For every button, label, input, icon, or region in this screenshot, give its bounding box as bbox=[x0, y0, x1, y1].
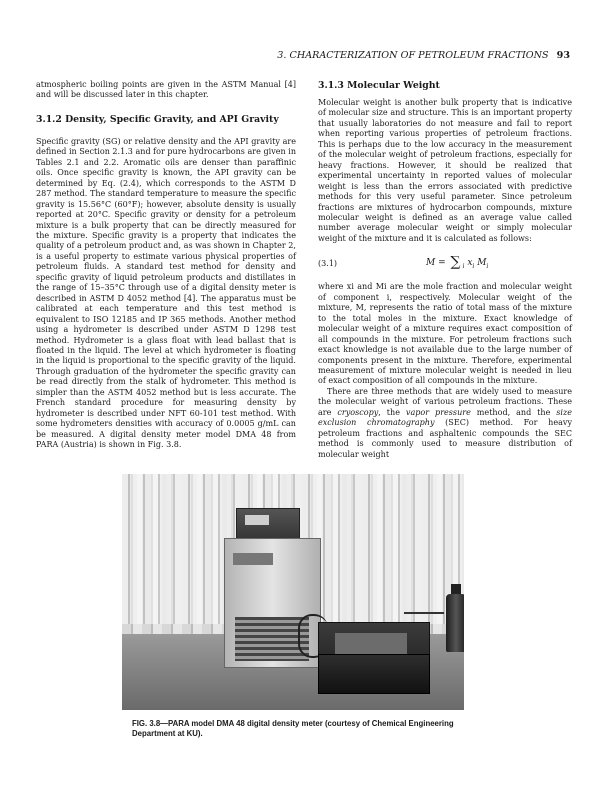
molecular-weight-paragraph-3 bbox=[318, 387, 572, 460]
section-heading-density: 3.1.2 Density, Specific Gravity, and API Gravity bbox=[36, 113, 279, 125]
sigma-index: i bbox=[462, 263, 465, 271]
equation-term-x-sub: i bbox=[472, 263, 475, 271]
molecular-weight-paragraph-1: Molecular weight is another bulk property that is indicative of molecular size and structure. This is an important property that usually laboratories do not measure and fail to report when reporting various properties of petroleum fractions. This is perhaps due to the low accuracy in the measurement of the molecular weight of petroleum fractions, especially for heavy fractions. However, it should be realized that experimental uncertainty in reported values of molecular weight is less than the errors associated with predictive methods for this very useful parameter. Since petroleum fractions are mixtures of hydrocarbon compounds, mixture molecular weight is defined as an average value called number average molecular weight or simply molecular weight of the mixture and it is calculated as follows: bbox=[318, 98, 572, 243]
equation-term-x: x bbox=[467, 258, 473, 269]
molecular-weight-paragraph-2: where xi and Mi are the mole fraction and molecular weight of component i, respectively. Molecular weight of the mixture, M, represents the ratio of total mass of the mixture to the total moles in the mixture. Exact knowledge of molecular weight of a mixture requires exact composition of all compounds in the mixture. For petroleum fractions such exact knowledge is not available due to the large number of components present in the mixture. Therefore, experimental measurement of mixture molecular weight is needed in lieu of exact composition of all compounds in the mixture. bbox=[318, 282, 572, 386]
running-header bbox=[36, 50, 570, 61]
section-heading-molecular-weight: 3.1.3 Molecular Weight bbox=[318, 80, 440, 91]
equation-3-1 bbox=[318, 250, 572, 278]
photo-controller-box bbox=[236, 508, 300, 542]
term-vapor-pressure: vapor pressure bbox=[405, 407, 471, 417]
equation-term-m-sub: i bbox=[486, 263, 489, 271]
para3-start: There are three methods that are widely used to measure the molecular weight of various petroleum fractions. These are bbox=[318, 386, 572, 417]
equation-equals: = bbox=[438, 258, 446, 269]
term-sec: size exclusion chromatography bbox=[318, 407, 573, 428]
equation-lhs: M bbox=[426, 258, 436, 269]
para3-end: (SEC) method. For heavy petroleum fractions and asphaltenic compounds the SEC method is commonly used to measure distribution of molecular weight bbox=[318, 418, 572, 459]
running-title: 3. CHARACTERIZATION OF PETROLEUM FRACTIONS bbox=[277, 50, 549, 61]
term-cryoscopy: cryoscopy bbox=[337, 407, 379, 417]
sigma-symbol: ∑ bbox=[450, 254, 461, 271]
intro-paragraph: atmospheric boiling points are given in the ASTM Manual [4] and will be discussed later in this chapter. bbox=[36, 80, 296, 100]
para3-mid1: , the bbox=[378, 407, 406, 417]
density-paragraph: Specific gravity (SG) or relative density and the API gravity are defined in Section 2.1.3 and for pure hydrocarbons are given in Tables 2.1 and 2.2. Aromatic oils are denser than paraffinic oils. Once specific gravity is known, the API gravity can be determined by Eq. (2.4), which corresponds to the ASTM D 287 method. The standard temperature to measure the specific gravity is 15.56°C (60°F); however, absolute density is usually reported at 20°C. Specific gravity or density for a petroleum mixture is a bulk property that can be directly measured for the mixture. Specific gravity is a property that indicates the quality of a petroleum product and, as was shown in Chapter 2, is a useful property to estimate various physical properties of petroleum fluids. A standard test method for density and specific gravity of liquid petroleum products and distillates in the range of 15–35°C through use of a digital density meter is described in ASTM D 4052 method [4]. The apparatus must be calibrated at each temperature and this test method is equivalent to ISO 12185 and IP 365 methods. Another method using a hydrometer is described under ASTM D 1298 test method. Hydrometer is a glass float with lead ballast that is floated in the liquid. The level at which hydrometer is floating in the liquid is proportional to the specific gravity of the liquid. Through graduation of the hydrometer the specific gravity can be read directly from the stalk of hydrometer. This method is simpler than the ASTM 4052 method but is less accurate. The French standard procedure for measuring density by hydrometer is described under NFT 60-101 test method. With some hydrometers densities with accuracy of 0.0005 g/mL can be measured. A digital density meter model DMA 48 from PARA (Austria) is shown in Fig. 3.8. bbox=[36, 136, 296, 450]
equation-number: (3.1) bbox=[318, 259, 338, 269]
left-column bbox=[36, 80, 296, 451]
para3-mid2: method, and the bbox=[470, 407, 557, 417]
page-number: 93 bbox=[556, 50, 570, 61]
photo-bottle bbox=[446, 594, 464, 652]
equation-formula bbox=[426, 256, 488, 272]
photo-meter-base bbox=[318, 654, 430, 694]
equation-term-m: M bbox=[477, 258, 487, 269]
right-column bbox=[318, 80, 572, 460]
figure-caption: FIG. 3.8—PARA model DMA 48 digital density meter (courtesy of Chemical Engineering Department at KU). bbox=[132, 719, 454, 738]
density-meter-photo bbox=[122, 474, 464, 710]
